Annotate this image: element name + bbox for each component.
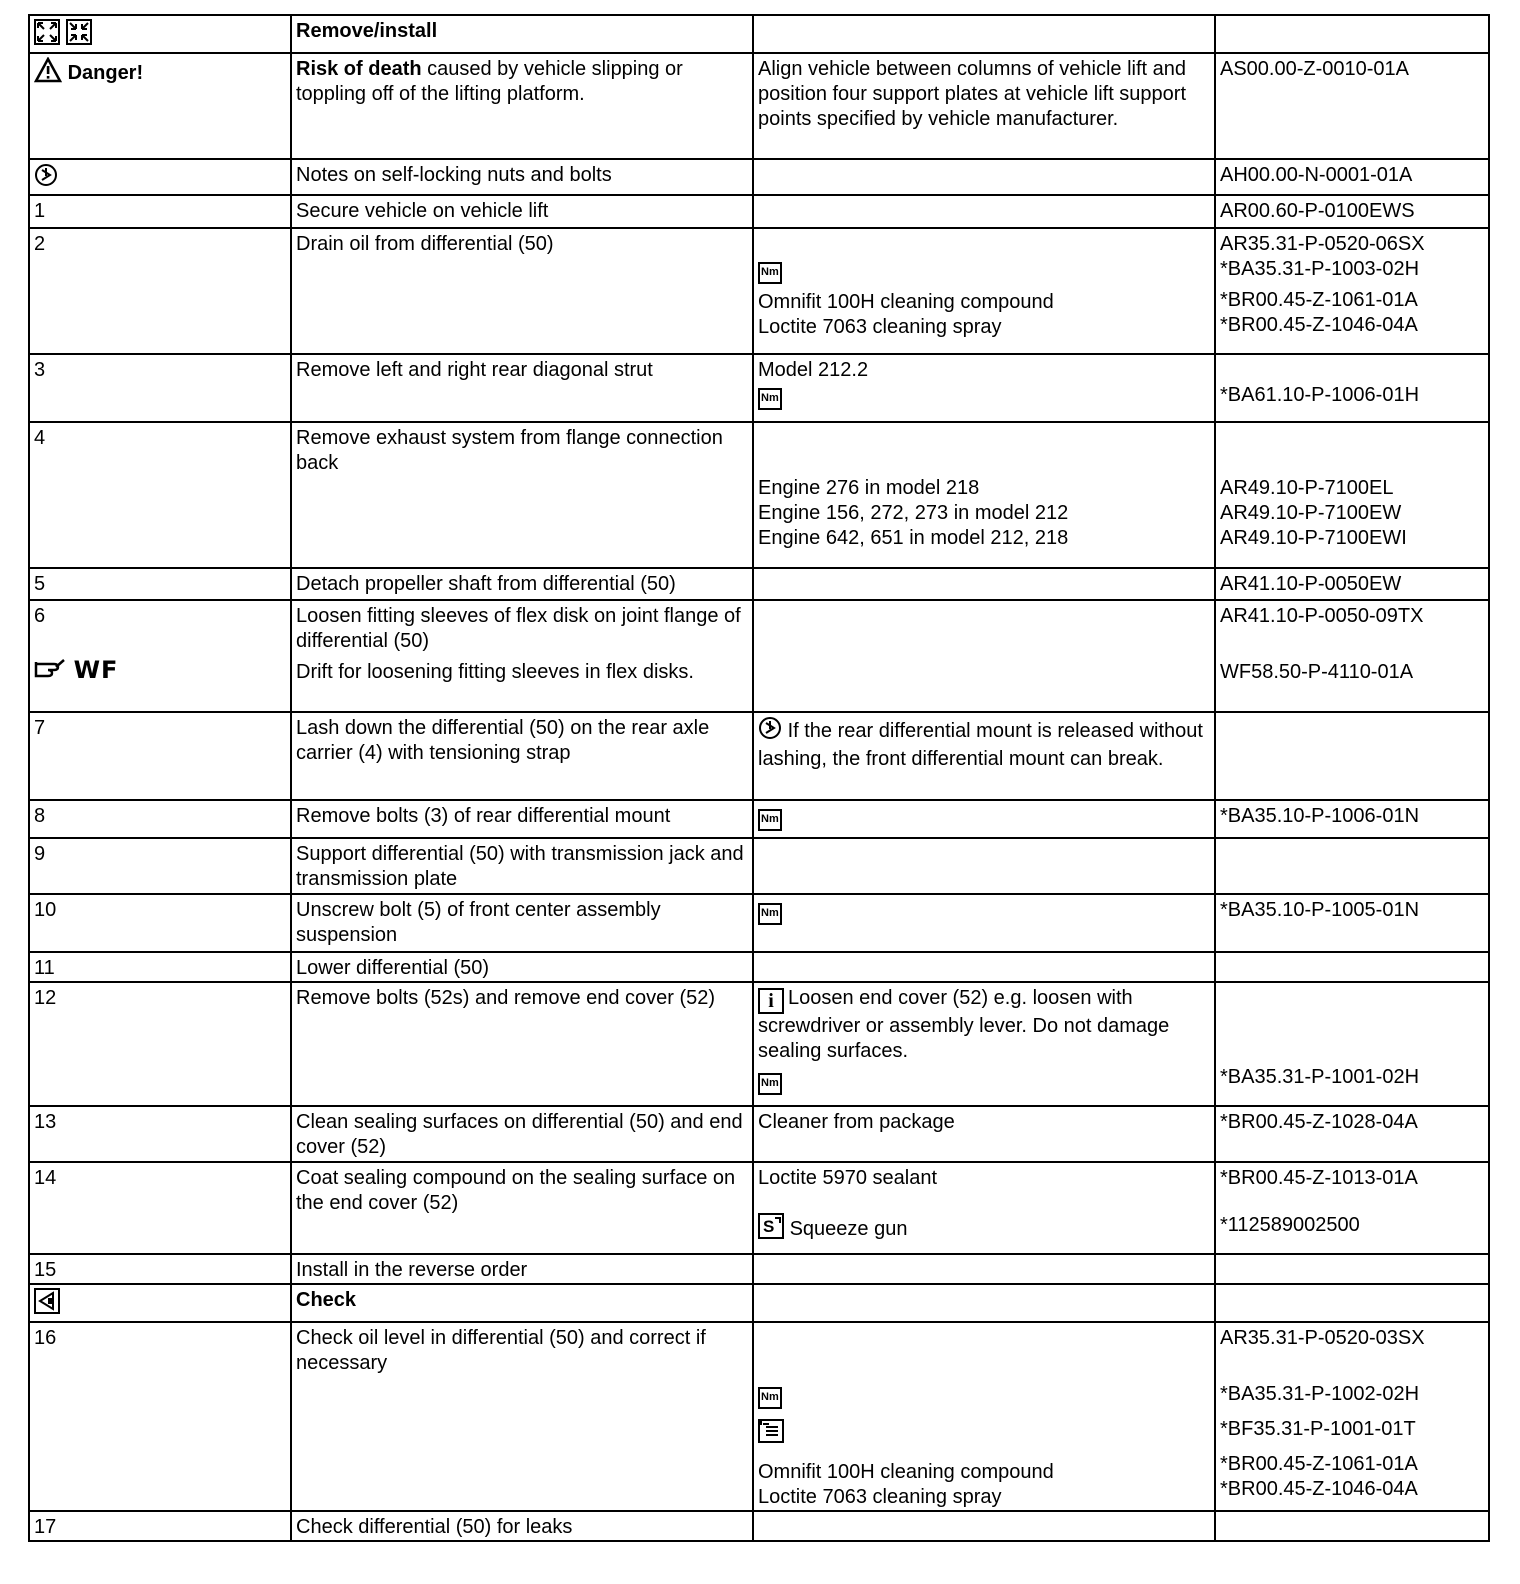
- remove-icon: [34, 19, 60, 52]
- step-text: Clean sealing surfaces on differential (50) and end cover (52): [291, 1106, 753, 1162]
- torque-ref-link[interactable]: *BA35.31-P-1002-02H: [1220, 1383, 1420, 1405]
- step-row: [29, 568, 1489, 600]
- danger-action: Align vehicle between columns of vehicle lift and position four support plates at vehicle lift support points specified by vehicle manufacturer.: [753, 53, 1215, 159]
- danger-risk-bold: Risk of death: [296, 58, 422, 80]
- step-ref-link[interactable]: AR35.31-P-0520-03SX: [1220, 1327, 1425, 1349]
- model-text: Model 212.2: [758, 359, 869, 381]
- warning-triangle-icon: [34, 57, 62, 90]
- material-ref-link[interactable]: *BR00.45-Z-1061-01A: [1220, 289, 1418, 311]
- step-text: Check differential (50) for leaks: [291, 1511, 753, 1541]
- capacity-icon: [758, 1419, 784, 1450]
- engine-ref-link[interactable]: AR49.10-P-7100EWI: [1220, 527, 1407, 549]
- step-row: [29, 228, 1489, 354]
- special-tool-icon: [758, 1213, 784, 1246]
- step-number: 10: [29, 894, 291, 952]
- tool-ref-link[interactable]: *112589002500: [1220, 1214, 1360, 1236]
- step-text: Lash down the differential (50) on the rear axle carrier (4) with tensioning strap: [291, 712, 753, 800]
- procedure-sheet: [28, 14, 1488, 1542]
- step-text: Install in the reverse order: [291, 1254, 753, 1284]
- step-row: [29, 1106, 1489, 1162]
- note-icon: [34, 163, 58, 194]
- material-ref-link[interactable]: *BR00.45-Z-1046-04A: [1220, 1478, 1418, 1500]
- step-number: 3: [29, 354, 291, 422]
- step-ref-link[interactable]: AR35.31-P-0520-06SX: [1220, 233, 1425, 255]
- step-row: [29, 422, 1489, 568]
- step-text: Remove bolts (3) of rear differential mount: [291, 800, 753, 838]
- material-ref-link[interactable]: *BR00.45-Z-1061-01A: [1220, 1453, 1418, 1475]
- step-number: 13: [29, 1106, 291, 1162]
- step-ref-link[interactable]: AR41.10-P-0050EW: [1215, 568, 1489, 600]
- step-number: 11: [29, 952, 291, 982]
- material-ref-link[interactable]: *BR00.45-Z-1013-01A: [1220, 1167, 1418, 1189]
- engine-ref-link[interactable]: AR49.10-P-7100EL: [1220, 477, 1394, 499]
- step-text: Drain oil from differential (50): [291, 228, 753, 354]
- step-row: [29, 1322, 1489, 1511]
- step-text: Remove bolts (52s) and remove end cover (52): [291, 982, 753, 1106]
- step-text: Coat sealing compound on the sealing surface on the end cover (52): [291, 1162, 753, 1254]
- engine-text: Engine 276 in model 218: [758, 477, 980, 499]
- torque-ref-link[interactable]: *BA35.10-P-1005-01N: [1215, 894, 1489, 952]
- check-icon: [34, 1288, 60, 1321]
- step-row: [29, 712, 1489, 800]
- step-number: 15: [29, 1254, 291, 1284]
- tool-text: Squeeze gun: [789, 1217, 908, 1240]
- danger-label: Danger!: [67, 61, 144, 84]
- step-row: [29, 600, 1489, 712]
- info-icon: i: [758, 988, 784, 1014]
- danger-ref-link[interactable]: AS00.00-Z-0010-01A: [1215, 53, 1489, 159]
- material-text: Omnifit 100H cleaning compound: [758, 291, 1054, 313]
- workshop-equipment-ref-link[interactable]: WF58.50-P-4110-01A: [1220, 661, 1414, 683]
- step-text: Check oil level in differential (50) and correct if necessary: [291, 1322, 753, 1511]
- material-text: Loctite 7063 cleaning spray: [758, 1486, 1002, 1508]
- material-text: Cleaner from package: [753, 1106, 1215, 1162]
- material-ref-link[interactable]: *BR00.45-Z-1028-04A: [1215, 1106, 1489, 1162]
- note-ref-link[interactable]: AH00.00-N-0001-01A: [1215, 159, 1489, 195]
- step-text: Unscrew bolt (5) of front center assembly suspension: [291, 894, 753, 952]
- step-number: 5: [29, 568, 291, 600]
- capacity-ref-link[interactable]: *BF35.31-P-1001-01T: [1220, 1418, 1416, 1440]
- step-text: Support differential (50) with transmission jack and transmission plate: [291, 838, 753, 894]
- note-text: Notes on self-locking nuts and bolts: [291, 159, 753, 195]
- step-row: [29, 982, 1489, 1106]
- torque-icon: Nm: [758, 388, 782, 410]
- step-row: [29, 800, 1489, 838]
- step-text: Lower differential (50): [291, 952, 753, 982]
- step-row: [29, 354, 1489, 422]
- svg-text:S: S: [763, 1217, 775, 1236]
- material-text: Loctite 7063 cleaning spray: [758, 316, 1002, 338]
- step-text: Secure vehicle on vehicle lift: [291, 195, 753, 228]
- workshop-equipment-text: Drift for loosening fitting sleeves in flex disks.: [296, 661, 694, 683]
- torque-icon: Nm: [758, 1387, 782, 1409]
- step-row: [29, 894, 1489, 952]
- step-text: Remove exhaust system from flange connection back: [291, 422, 753, 568]
- torque-icon: Nm: [758, 903, 782, 925]
- step-number: 2: [29, 228, 291, 354]
- step-ref-link[interactable]: AR41.10-P-0050-09TX: [1220, 605, 1424, 627]
- section-title: Remove/install: [291, 15, 753, 53]
- step-number: 8: [29, 800, 291, 838]
- danger-row: [29, 53, 1489, 159]
- step-row: [29, 1511, 1489, 1541]
- install-icon: [66, 19, 92, 52]
- step-number: 12: [29, 982, 291, 1106]
- header-row: [29, 15, 1489, 53]
- engine-text: Engine 156, 272, 273 in model 212: [758, 502, 1069, 524]
- step-row: [29, 952, 1489, 982]
- step-number: 16: [29, 1322, 291, 1511]
- torque-ref-link[interactable]: *BA35.31-P-1003-02H: [1220, 258, 1420, 280]
- danger-risk-text: caused by vehicle slipping or toppling off of the lifting platform.: [296, 58, 683, 105]
- note-row: [29, 159, 1489, 195]
- note-text: without lashing, the front differential mount can break.: [758, 719, 1203, 770]
- step-number: 9: [29, 838, 291, 894]
- material-text: Omnifit 100H cleaning compound: [758, 1461, 1054, 1483]
- step-row: [29, 1254, 1489, 1284]
- step-text: Detach propeller shaft from differential (50): [291, 568, 753, 600]
- info-text: screwdriver or assembly lever. Do not damage sealing surfaces.: [758, 1015, 1170, 1062]
- torque-ref-link[interactable]: *BA35.31-P-1001-02H: [1220, 1066, 1420, 1088]
- torque-icon: Nm: [758, 1073, 782, 1095]
- torque-ref-link[interactable]: *BA35.10-P-1006-01N: [1215, 800, 1489, 838]
- pointing-hand-icon: [34, 658, 68, 687]
- workshop-equipment-label: WF: [73, 656, 119, 684]
- torque-icon: Nm: [758, 809, 782, 831]
- torque-icon: Nm: [758, 262, 782, 284]
- note-text: If the rear differential mount is released: [787, 719, 1135, 742]
- step-row: [29, 195, 1489, 228]
- step-row: [29, 1162, 1489, 1254]
- material-text: Loctite 5970 sealant: [758, 1167, 938, 1189]
- note-icon: [758, 716, 782, 747]
- engine-text: Engine 642, 651 in model 212, 218: [758, 527, 1069, 549]
- step-row: [29, 838, 1489, 894]
- step-text: Loosen fitting sleeves of flex disk on joint flange of differential (50): [296, 605, 741, 652]
- step-ref-link[interactable]: AR00.60-P-0100EWS: [1215, 195, 1489, 228]
- step-number: 6: [34, 605, 46, 627]
- torque-ref-link[interactable]: *BA61.10-P-1006-01H: [1220, 384, 1420, 406]
- step-number: 17: [29, 1511, 291, 1541]
- info-text: Loosen end cover (52) e.g. loosen with: [788, 987, 1133, 1009]
- material-ref-link[interactable]: *BR00.45-Z-1046-04A: [1220, 314, 1418, 336]
- engine-ref-link[interactable]: AR49.10-P-7100EW: [1220, 502, 1402, 524]
- procedure-table: [28, 14, 1490, 1542]
- step-text: Remove left and right rear diagonal strut: [291, 354, 753, 422]
- step-number: 1: [29, 195, 291, 228]
- step-number: 14: [29, 1162, 291, 1254]
- step-number: 4: [29, 422, 291, 568]
- check-title: Check: [291, 1284, 753, 1322]
- check-row: [29, 1284, 1489, 1322]
- step-number: 7: [29, 712, 291, 800]
